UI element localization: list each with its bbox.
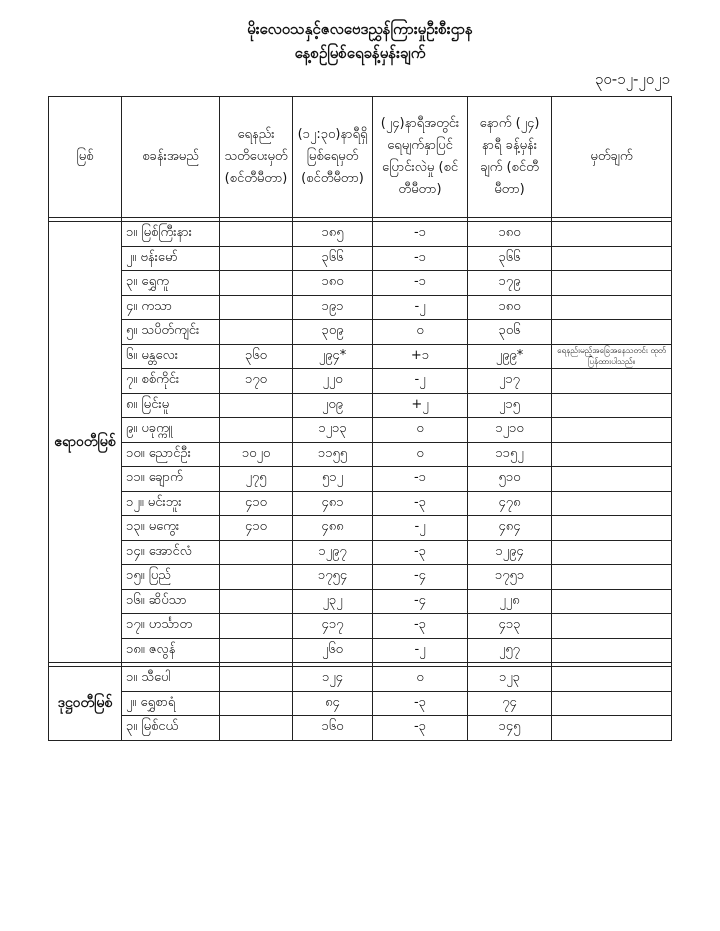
forecast-cell: ၁၂၉၄ bbox=[468, 540, 552, 565]
station-cell: ၉။ ပခုက္ကူ bbox=[122, 418, 220, 443]
today-level-cell: ၁၈၅ bbox=[293, 222, 373, 247]
danger-level-cell bbox=[220, 271, 293, 296]
river-name-cell: ဧရာဝတီမြစ် bbox=[49, 222, 122, 663]
remark-cell bbox=[552, 565, 672, 590]
station-cell: ၁၅။ ပြည် bbox=[122, 565, 220, 590]
station-cell: ၆။ မန္တလေး bbox=[122, 344, 220, 369]
forecast-cell: ၄၇၈ bbox=[468, 491, 552, 516]
danger-level-cell bbox=[220, 589, 293, 614]
remark-cell bbox=[552, 540, 672, 565]
remark-cell bbox=[552, 246, 672, 271]
table-row bbox=[49, 320, 672, 345]
danger-level-cell bbox=[220, 295, 293, 320]
station-cell: ၁၃။ မကွေး bbox=[122, 516, 220, 541]
forecast-cell: ၁၂၃ bbox=[468, 667, 552, 692]
today-level-cell: ၁၂၁၃ bbox=[293, 418, 373, 443]
change-cell: -၃ bbox=[373, 716, 468, 741]
remark-cell bbox=[552, 467, 672, 492]
station-cell: ၂။ ဗန်းမော် bbox=[122, 246, 220, 271]
department-title: မိုးလေဝသနှင့်ဇလဗေဒညွှန်ကြားမှုဦးစီးဌာန bbox=[247, 20, 473, 38]
danger-level-cell bbox=[220, 393, 293, 418]
remark-cell bbox=[552, 271, 672, 296]
today-level-cell: ၁၇၅၄ bbox=[293, 565, 373, 590]
station-cell: ၁။ မြစ်ကြီးနား bbox=[122, 222, 220, 247]
change-cell: -၁ bbox=[373, 271, 468, 296]
today-level-cell: ၈၄ bbox=[293, 691, 373, 716]
remark-cell bbox=[552, 369, 672, 394]
table-row bbox=[49, 271, 672, 296]
change-cell: ၀ bbox=[373, 418, 468, 443]
table-row bbox=[49, 540, 672, 565]
station-cell: ၁၀။ ညောင်ဦး bbox=[122, 442, 220, 467]
today-level-cell: ၄၁၇ bbox=[293, 614, 373, 639]
remark-cell bbox=[552, 222, 672, 247]
remark-cell bbox=[552, 442, 672, 467]
remark-cell bbox=[552, 320, 672, 345]
change-cell: -၁ bbox=[373, 246, 468, 271]
station-cell: ၇။ စစ်ကိုင်း bbox=[122, 369, 220, 394]
today-level-cell: ၁၁၅၅ bbox=[293, 442, 373, 467]
station-cell: ၅။ သပိတ်ကျင်း bbox=[122, 320, 220, 345]
danger-level-cell bbox=[220, 716, 293, 741]
today-level-cell: ၄၈၈ bbox=[293, 516, 373, 541]
change-cell: +၂ bbox=[373, 393, 468, 418]
forecast-cell: ၁၇၅၁ bbox=[468, 565, 552, 590]
change-cell: -၄ bbox=[373, 565, 468, 590]
today-level-cell: ၂၉၄* bbox=[293, 344, 373, 369]
table-body bbox=[49, 218, 672, 741]
change-cell: -၃ bbox=[373, 614, 468, 639]
danger-level-cell bbox=[220, 222, 293, 247]
station-cell: ၁၄။ အောင်လံ bbox=[122, 540, 220, 565]
col-header-remark: မှတ်ချက် bbox=[552, 97, 672, 218]
table-row bbox=[49, 467, 672, 492]
col-header-forecast: နောက် (၂၄) နာရီ ခန့်မှန်းချက် (စင်တီမီတာ) bbox=[468, 97, 552, 218]
today-level-cell: ၁၂၄ bbox=[293, 667, 373, 692]
today-level-cell: ၁၆၀ bbox=[293, 716, 373, 741]
header-row bbox=[49, 97, 672, 218]
station-cell: ၁၁။ ချောက် bbox=[122, 467, 220, 492]
forecast-cell: ၂၉၉* bbox=[468, 344, 552, 369]
remark-cell bbox=[552, 667, 672, 692]
river-level-table bbox=[48, 96, 672, 741]
table-row bbox=[49, 222, 672, 247]
remark-cell bbox=[552, 614, 672, 639]
forecast-cell: ၃၆၆ bbox=[468, 246, 552, 271]
forecast-cell: ၇၄ bbox=[468, 691, 552, 716]
today-level-cell: ၅၁၂ bbox=[293, 467, 373, 492]
table-row bbox=[49, 516, 672, 541]
today-level-cell: ၄၈၁ bbox=[293, 491, 373, 516]
danger-level-cell bbox=[220, 320, 293, 345]
change-cell: -၂ bbox=[373, 295, 468, 320]
change-cell: -၂ bbox=[373, 516, 468, 541]
table-row bbox=[49, 716, 672, 741]
table-row bbox=[49, 589, 672, 614]
danger-level-cell bbox=[220, 667, 293, 692]
remark-cell bbox=[552, 716, 672, 741]
report-title: နေ့စဉ်မြစ်ရေခန့်မှန်းချက် bbox=[294, 44, 426, 62]
change-cell: -၁ bbox=[373, 222, 468, 247]
danger-level-cell: ၄၁၀ bbox=[220, 516, 293, 541]
remark-cell: ရေနည်းမည့်အခြေအနေသတင်း ထုတ်ပြန်ထားပါသည်။ bbox=[552, 344, 672, 369]
col-header-river: မြစ် bbox=[49, 97, 122, 218]
table-row bbox=[49, 491, 672, 516]
station-cell: ၁၂။ မင်းဘူး bbox=[122, 491, 220, 516]
danger-level-cell bbox=[220, 638, 293, 663]
forecast-cell: ၃၀၆ bbox=[468, 320, 552, 345]
change-cell: -၂ bbox=[373, 638, 468, 663]
table-row bbox=[49, 442, 672, 467]
forecast-cell: ၂၂၈ bbox=[468, 589, 552, 614]
table-row bbox=[49, 246, 672, 271]
forecast-cell: ၂၁၅ bbox=[468, 393, 552, 418]
table-row bbox=[49, 295, 672, 320]
today-level-cell: ၁၈၀ bbox=[293, 271, 373, 296]
change-cell: -၃ bbox=[373, 691, 468, 716]
change-cell: -၂ bbox=[373, 369, 468, 394]
station-cell: ၃။ မြစ်ငယ် bbox=[122, 716, 220, 741]
danger-level-cell: ၄၁၀ bbox=[220, 491, 293, 516]
forecast-cell: ၁၈၀ bbox=[468, 222, 552, 247]
remark-cell bbox=[552, 418, 672, 443]
forecast-cell: ၁၂၁၀ bbox=[468, 418, 552, 443]
change-cell: -၄ bbox=[373, 589, 468, 614]
station-cell: ၂။ ရွှေစာရံ bbox=[122, 691, 220, 716]
danger-level-cell: ၁၀၂၀ bbox=[220, 442, 293, 467]
remark-cell bbox=[552, 638, 672, 663]
danger-level-cell bbox=[220, 246, 293, 271]
forecast-cell: ၂၅၇ bbox=[468, 638, 552, 663]
station-cell: ၁၇။ ဟင်္သာတ bbox=[122, 614, 220, 639]
danger-level-cell bbox=[220, 614, 293, 639]
danger-level-cell bbox=[220, 565, 293, 590]
danger-level-cell bbox=[220, 418, 293, 443]
table-row bbox=[49, 393, 672, 418]
danger-level-cell: ၃၆၀ bbox=[220, 344, 293, 369]
change-cell: ၀ bbox=[373, 667, 468, 692]
danger-level-cell: ၂၇၅ bbox=[220, 467, 293, 492]
remark-cell bbox=[552, 589, 672, 614]
table-row bbox=[49, 344, 672, 369]
table-row bbox=[49, 667, 672, 692]
station-cell: ၁။ သီပေါ bbox=[122, 667, 220, 692]
col-header-today-level: (၁၂:၃၀)နာရီရှိ မြစ်ရေမှတ် (စင်တီမီတာ) bbox=[293, 97, 373, 218]
forecast-cell: ၁၄၅ bbox=[468, 716, 552, 741]
remark-cell bbox=[552, 691, 672, 716]
station-cell: ၈။ မြင်းမူ bbox=[122, 393, 220, 418]
today-level-cell: ၂၆၀ bbox=[293, 638, 373, 663]
danger-level-cell bbox=[220, 540, 293, 565]
table-row bbox=[49, 638, 672, 663]
today-level-cell: ၂၂၀ bbox=[293, 369, 373, 394]
forecast-cell: ၅၁၀ bbox=[468, 467, 552, 492]
change-cell: ၀ bbox=[373, 442, 468, 467]
table-row bbox=[49, 614, 672, 639]
today-level-cell: ၂၃၂ bbox=[293, 589, 373, 614]
forecast-cell: ၄၈၄ bbox=[468, 516, 552, 541]
forecast-cell: ၁၈၀ bbox=[468, 295, 552, 320]
forecast-cell: ၁၇၉ bbox=[468, 271, 552, 296]
forecast-cell: ၄၁၃ bbox=[468, 614, 552, 639]
col-header-station: စခန်းအမည် bbox=[122, 97, 220, 218]
remark-cell bbox=[552, 491, 672, 516]
table-row bbox=[49, 369, 672, 394]
station-cell: ၄။ ကသာ bbox=[122, 295, 220, 320]
today-level-cell: ၂၀၉ bbox=[293, 393, 373, 418]
forecast-cell: ၂၁၇ bbox=[468, 369, 552, 394]
change-cell: -၁ bbox=[373, 467, 468, 492]
remark-cell bbox=[552, 393, 672, 418]
river-name-cell: ဒုဋ္ဌဝတီမြစ် bbox=[49, 667, 122, 741]
col-header-danger-level: ရေနည်းသတိပေးမှတ် (စင်တီမီတာ) bbox=[220, 97, 293, 218]
change-cell: +၁ bbox=[373, 344, 468, 369]
station-cell: ၁၈။ ဇလွန် bbox=[122, 638, 220, 663]
today-level-cell: ၁၉၁ bbox=[293, 295, 373, 320]
today-level-cell: ၃၆၆ bbox=[293, 246, 373, 271]
table-row bbox=[49, 691, 672, 716]
forecast-cell: ၁၁၅၂ bbox=[468, 442, 552, 467]
today-level-cell: ၁၂၉၇ bbox=[293, 540, 373, 565]
change-cell: -၃ bbox=[373, 491, 468, 516]
col-header-24h-change: (၂၄)နာရီအတွင်း ရေမျက်နှာပြင် ပြောင်းလဲမှု (စင်တီမီတာ) bbox=[373, 97, 468, 218]
station-cell: ၃။ ရွှေကူ bbox=[122, 271, 220, 296]
change-cell: -၃ bbox=[373, 540, 468, 565]
table-row bbox=[49, 418, 672, 443]
table-row bbox=[49, 565, 672, 590]
report-date: ၃၀-၁၂-၂၀၂၁ bbox=[594, 70, 670, 88]
remark-cell bbox=[552, 295, 672, 320]
change-cell: ၀ bbox=[373, 320, 468, 345]
station-cell: ၁၆။ ဆိပ်သာ bbox=[122, 589, 220, 614]
remark-cell bbox=[552, 516, 672, 541]
today-level-cell: ၃၀၉ bbox=[293, 320, 373, 345]
danger-level-cell: ၁၇၀ bbox=[220, 369, 293, 394]
danger-level-cell bbox=[220, 691, 293, 716]
